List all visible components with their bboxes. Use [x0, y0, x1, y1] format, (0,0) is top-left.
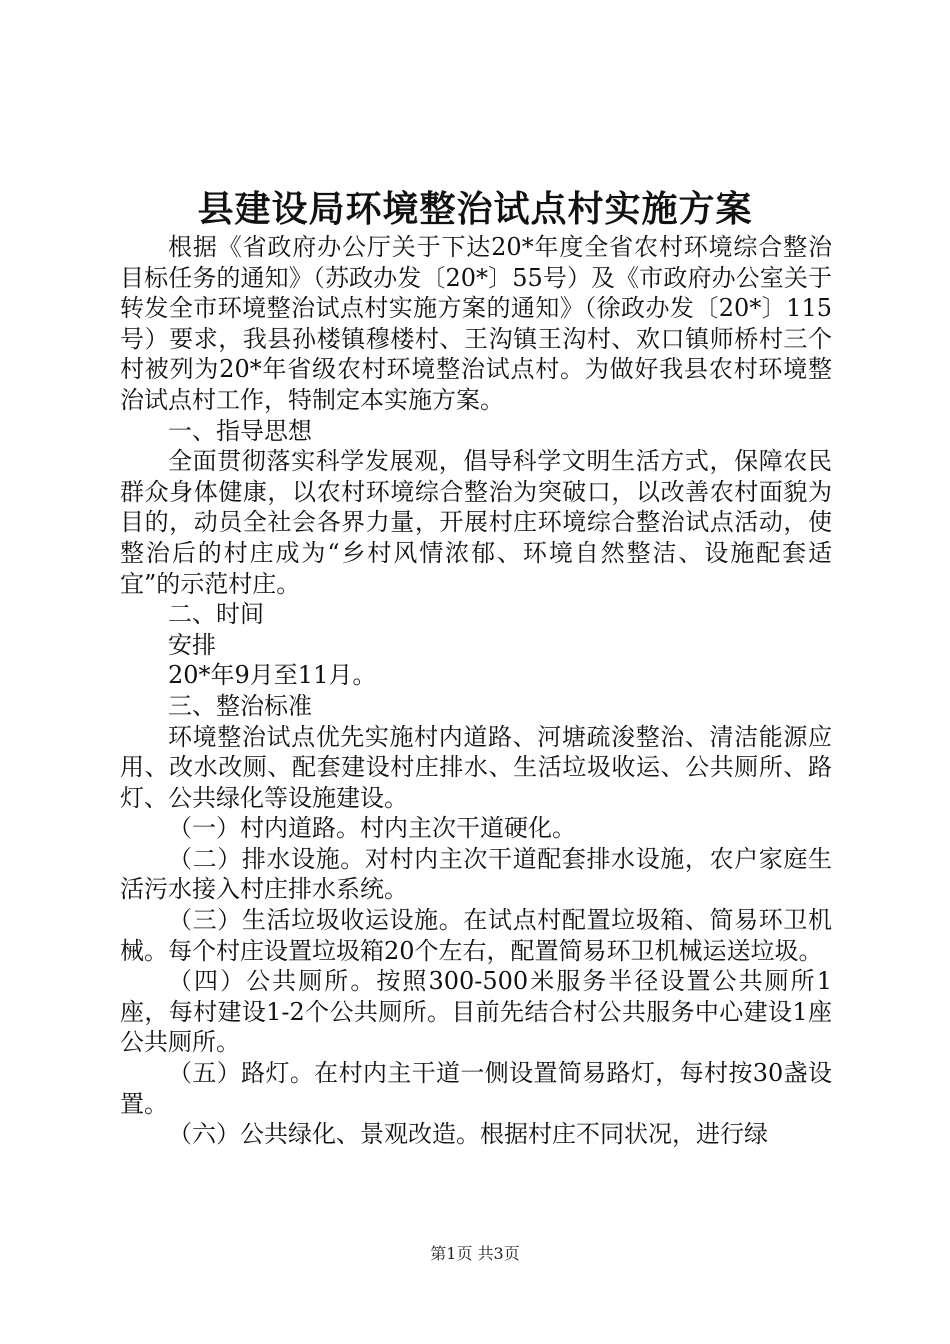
item-drainage: （二）排水设施。对村内主次干道配套排水设施，农户家庭生活污水接入村庄排水系统。	[120, 844, 832, 904]
page-footer: 第1页 共3页	[430, 1244, 520, 1263]
document-body	[120, 232, 832, 1150]
heading-time: 二、时间	[168, 600, 264, 629]
paragraph-time-range: 20*年9月至11月。	[168, 661, 377, 690]
heading-standards: 三、整治标准	[168, 691, 312, 720]
paragraph-standards: 环境整治试点优先实施村内道路、河塘疏浚整治、清洁能源应用、改水改厕、配套建设村庄排水、生活垃圾收运、公共厕所、路灯、公共绿化等设施建设。	[120, 722, 832, 812]
item-greening: （六）公共绿化、景观改造。根据村庄不同状况，进行绿	[168, 1120, 768, 1149]
document-title: 县建设局环境整治试点村实施方案	[197, 188, 753, 230]
paragraph-guiding-ideology: 全面贯彻落实科学发展观，倡导科学文明生活方式，保障农民群众身体健康，以农村环境综合整治为突破口，以改善农村面貌为目的，动员全社会各界力量，开展村庄环境综合整治试点活动，使整治后的村庄成为“乡村风情浓郁、环境自然整洁、设施配套适宜”的示范村庄。	[120, 447, 832, 598]
paragraph-intro: 根据《省政府办公厅关于下达20*年度全省农村环境综合整治目标任务的通知》（苏政办发〔20*〕55号）及《市政府办公室关于转发全市环境整治试点村实施方案的通知》（徐政办发〔20*〕115号）要求，我县孙楼镇穆楼村、王沟镇王沟村、欢口镇师桥村三个村被列为20*年省级农村环境整治试点村。为做好我县农村环境整治试点村工作，特制定本实施方案。	[120, 233, 832, 414]
paragraph-arrangement: 安排	[168, 630, 216, 659]
item-toilets: （四）公共厕所。按照300-500米服务半径设置公共厕所1座，每村建设1-2个公共厕所。目前先结合村公共服务中心建设1座公共厕所。	[120, 967, 832, 1057]
item-street-lights: （五）路灯。在村内主干道一侧设置简易路灯，每村按30盏设置。	[120, 1059, 832, 1118]
item-roads: （一）村内道路。村内主次干道硬化。	[168, 814, 576, 843]
item-garbage: （三）生活垃圾收运设施。在试点村配置垃圾箱、简易环卫机械。每个村庄设置垃圾箱20个左右，配置简易环卫机械运送垃圾。	[120, 906, 832, 965]
heading-guiding-ideology: 一、指导思想	[168, 416, 312, 445]
